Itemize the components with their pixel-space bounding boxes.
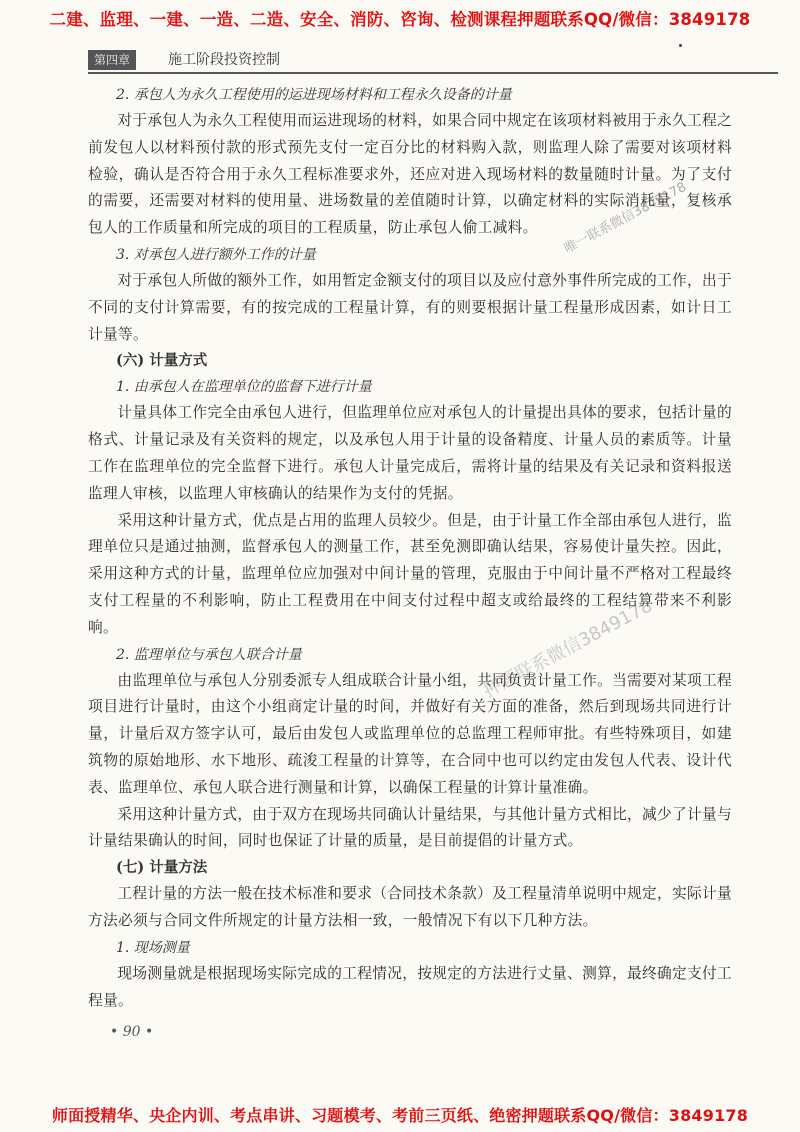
chapter-tag: 第四章 <box>88 50 136 70</box>
bottom-ad-banner: 师面授精华、央企内训、考点串讲、习题模考、考前三页纸、绝密押题联系QQ/微信：3849178 <box>51 1106 749 1125</box>
subheading: 1. 现场测量 <box>116 939 190 956</box>
subheading: 2. 承包人为永久工程使用的运进现场材料和工程永久设备的计量 <box>116 87 512 103</box>
paragraph: 工程计量的方法一般在技术标准和要求（合同技术条款）及工程量清单说明中规定，实际计量方法必须与合同文件所规定的计量方法相一致，一般情况下有以下几种方法。 <box>88 885 732 929</box>
subheading: 2. 监理单位与承包人联合计量 <box>116 646 302 663</box>
page-number: • 90 • <box>110 1024 154 1040</box>
subheading: 1. 由承包人在监理单位的监督下进行计量 <box>116 379 372 396</box>
running-header <box>88 50 778 74</box>
subheading: 3. 对承包人进行额外工作的计量 <box>116 246 316 263</box>
watermark-text-large: 押题联系微信3849178 <box>479 595 656 703</box>
paragraph: 计量具体工作完全由承包人进行，但监理单位应对承包人的计量提出具体的要求，包括计量的格式、计量记录及有关资料的规定，以及承包人用于计量的设备精度、计量人员的素质等。计量工作在监理单位的完全监督下进行。承包人计量完成后，需将计量的结果及有关记录和资料报送监理人审核，以监理人审核确认的结果作为支付的凭据。 <box>88 404 732 502</box>
paragraph: 采用这种计量方式，优点是占用的监理人员较少。但是，由于计量工作全部由承包人进行，监理单位只是通过抽测，监督承包人的测量工作，甚至免测即确认结果，容易使计量失控。因此，采用这种方式的计量，监理单位应加强对中间计量的管理，克服由于中间计量不严格对工程最终支付工程量的不利影响，防止工程费用在中间支付过程中超支或给最终的工程结算带来不利影响。 <box>88 511 732 636</box>
paragraph: 对于承包人为永久工程使用而运进现场的材料，如果合同中规定在该项材料被用于永久工程之前发包人以材料预付款的形式预先支付一定百分比的材料购入款，则监理人除了需要对该项材料检验，确认是否符合用于永久工程标准要求外，还应对进入现场材料的数量随时计量。为了支付的需要，还需要对材料的使用量、进场数量的差值随时计算，以确定材料的实际消耗量，复核承包人的工作质量和所完成的项目的工程质量，防止承包人偷工减料。 <box>88 112 732 237</box>
scan-speck <box>679 44 682 47</box>
header-title: 施工阶段投资控制 <box>168 52 280 68</box>
top-ad-banner: 二建、监理、一建、一造、二造、安全、消防、咨询、检测课程押题联系QQ/微信：3849178 <box>49 10 751 29</box>
section-heading: (七) 计量方法 <box>116 859 208 877</box>
paragraph: 对于承包人所做的额外工作，如用暂定金额支付的项目以及应付意外事件所完成的工作，出于不同的支付计算需要，有的按完成的工程量计算，有的则要根据计量工程量形成因素，如计日工计量等。 <box>88 271 732 343</box>
paragraph: 由监理单位与承包人分别委派专人组成联合计量小组，共同负责计量工作。当需要对某项工程项目进行计量时，由这个小组商定计量的时间，并做好有关方面的准备，然后到现场共同进行计量，计量后双方签字认可，最后由发包人或监理单位的总监理工程师审批。有些特殊项目，如建筑物的原始地形、水下地形、疏浚工程量的计算等，在合同中也可以约定由发包人代表、设计代表、监理单位、承包人联合进行测量和计算，以确保工程量的计算计量准确。 <box>88 671 732 796</box>
section-heading: (六) 计量方式 <box>116 352 208 370</box>
page-body <box>88 82 732 1014</box>
paragraph: 采用这种计量方式，由于双方在现场共同确认计量结果，与其他计量方式相比，减少了计量与计量结果确认的时间，同时也保证了计量的质量，是目前提倡的计量方式。 <box>88 805 732 850</box>
watermark-text: 唯一联系微信3849178 <box>561 179 689 257</box>
paragraph: 现场测量就是根据现场实际完成的工程情况，按规定的方法进行丈量、测算，最终确定支付工程量。 <box>88 964 732 1009</box>
